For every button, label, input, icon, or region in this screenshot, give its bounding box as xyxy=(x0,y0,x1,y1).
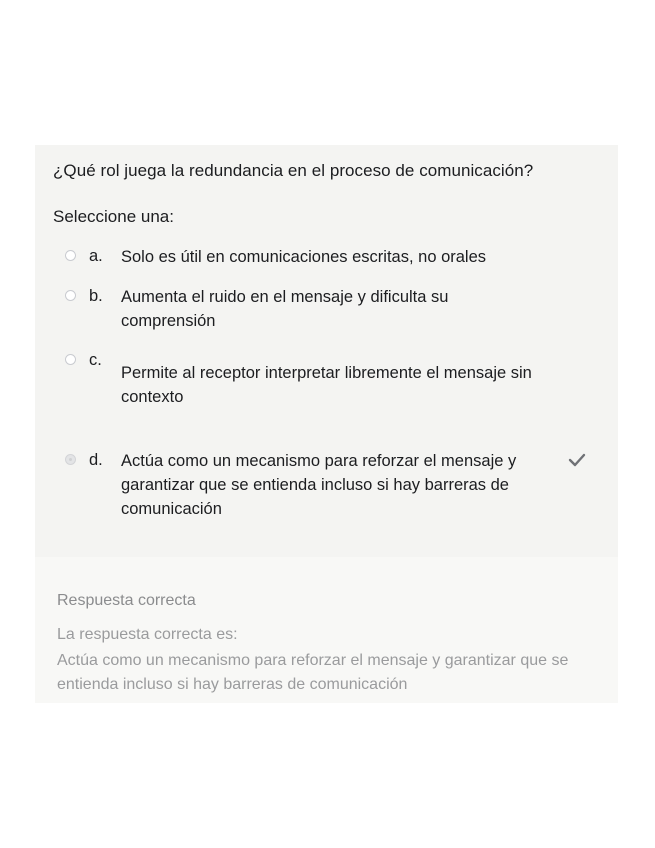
correct-answer-label: La respuesta correcta es: xyxy=(57,626,238,643)
question-card xyxy=(35,145,618,703)
option-c-letter: c. xyxy=(89,351,102,369)
option-c[interactable] xyxy=(35,349,618,405)
option-d-radio[interactable] xyxy=(65,454,76,465)
question-panel xyxy=(35,145,618,557)
correct-answer-text: Actúa como un mecanismo para reforzar el mensaje y garantizar que se entienda incluso si hay barreras de comunicación xyxy=(57,652,569,693)
feedback-status: Respuesta correcta xyxy=(57,592,196,609)
option-a-radio[interactable] xyxy=(65,250,76,261)
option-a[interactable] xyxy=(35,245,618,271)
option-c-radio[interactable] xyxy=(65,354,76,365)
select-prompt: Seleccione una: xyxy=(53,207,174,226)
feedback-panel xyxy=(35,557,618,703)
option-d-text: Actúa como un mecanismo para reforzar el mensaje y garantizar que se entienda incluso si hay barreras de comunicación xyxy=(121,452,517,518)
option-b-letter: b. xyxy=(89,287,103,305)
option-b-text: Aumenta el ruido en el mensaje y dificulta su comprensión xyxy=(121,288,449,330)
option-d-letter: d. xyxy=(89,451,103,469)
option-b-radio[interactable] xyxy=(65,290,76,301)
option-a-text: Solo es útil en comunicaciones escritas, no orales xyxy=(121,248,487,266)
option-d[interactable] xyxy=(35,449,618,525)
option-a-letter: a. xyxy=(89,247,103,265)
question-text: ¿Qué rol juega la redundancia en el proceso de comunicación? xyxy=(53,161,534,180)
option-b[interactable] xyxy=(35,285,618,335)
check-icon xyxy=(568,453,586,467)
option-c-text: Permite al receptor interpretar libremente el mensaje sin contexto xyxy=(121,364,532,406)
